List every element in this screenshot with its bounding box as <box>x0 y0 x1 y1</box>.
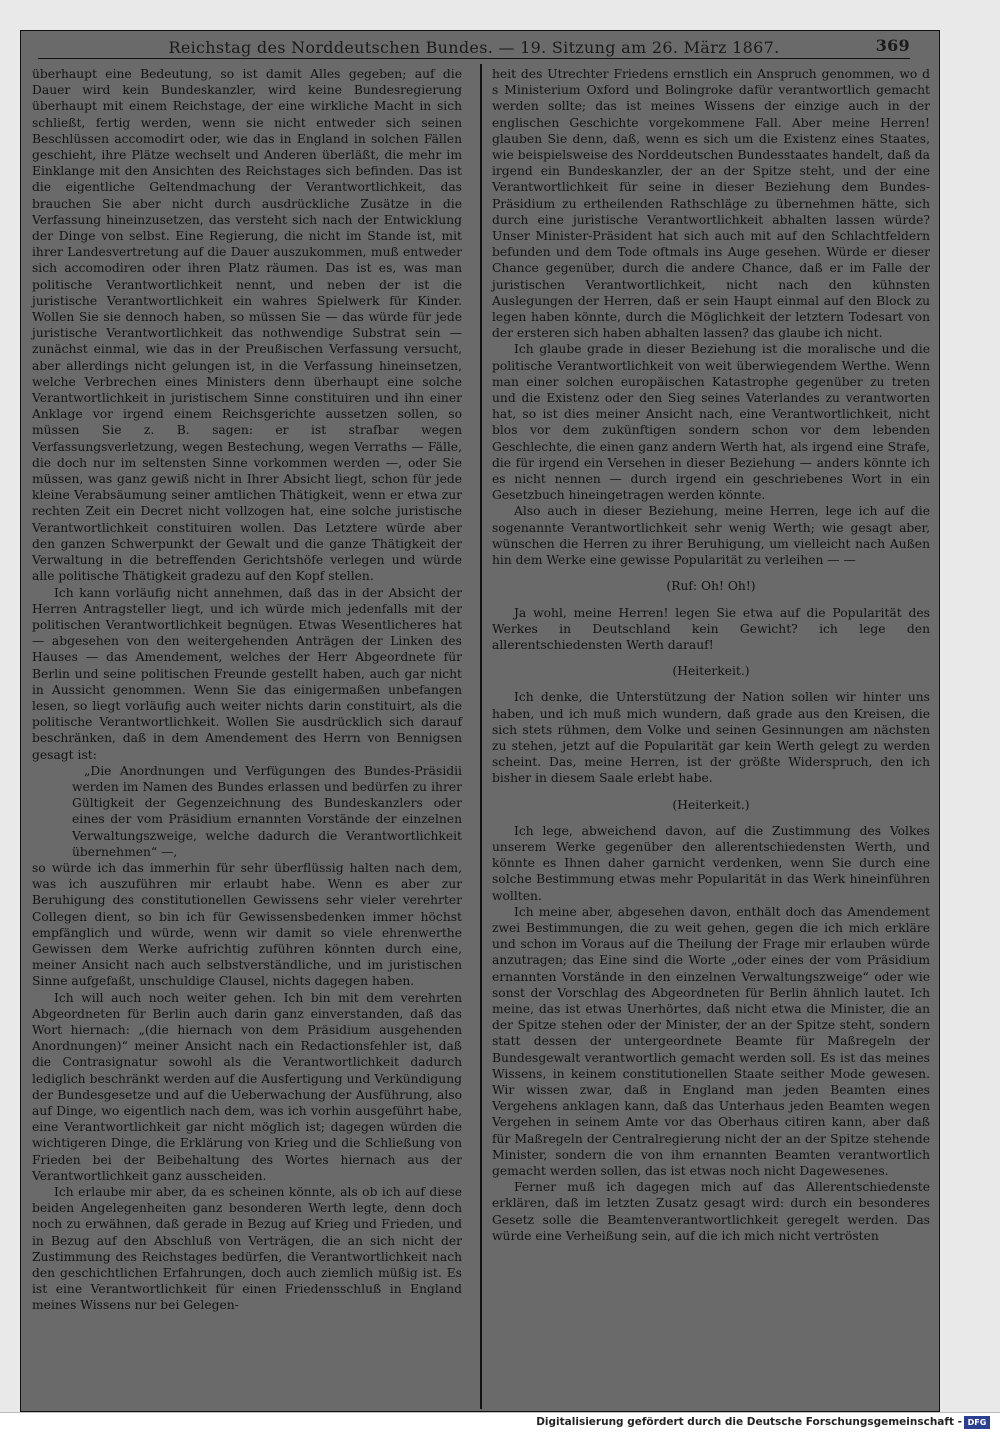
paragraph: Ich erlaube mir aber, da es scheinen könnte, als ob ich auf diese beiden Angelegenheiten ganz besonderen Werth legte, denn doch noch zu erwähnen, daß gerade in Bezug auf Krieg und Frieden, und in Bezug auf den Abschluß von Verträgen, die an sich nicht der Zustimmung des Reichstages bedürfen, die Verantwortlichkeit nach den geschichtlichen Erfahrungen, doch auch ziemlich müßig ist. Es ist eine Verantwortlichkeit für einen Friedensschluß in England meines Wissens nur bei Gelegen- <box>32 1185 462 1313</box>
paragraph: „Die Anordnungen und Verfügungen des Bundes-Präsidii werden im Namen des Bundes erlassen und bedürfen zu ihrer Gültigkeit der Gegenzeichnung des Bundeskanzlers oder eines der vom Präsidium ernannten Vorstände der einzelnen Verwaltungszweige, welche dadurch die Verantwortlichkeit übernehmen“ —, <box>72 763 462 859</box>
paragraph: Ich denke, die Unterstützung der Nation sollen wir hinter uns haben, und ich muß mich wundern, daß grade aus den Kreisen, die sich stets rühmen, dem Volke und seinen Gesinnungen am nächsten zu stehen, jetzt auf die Popularität gar kein Werth gelegt zu werden scheint. Das, meine Herren, ist der größte Widerspruch, den ich bisher in diesem Saale erlebt habe. <box>492 690 930 786</box>
paragraph: Ich kann vorläufig nicht annehmen, daß das in der Absicht der Herren Antragsteller liegt, und ich würde mich jedenfalls mit der politischen Verantwortlichkeit begnügen. Etwas Wesentlicheres hat — abgesehen von den weitergehenden Anträgen der Linken des Hauses — das Amendement, welches der Herr Abgeordnete für Berlin und seine politischen Freunde gestellt haben, auch gar nicht in Aussicht genommen. Wenn Sie das einigermaßen unbefangen lesen, so liegt vorläufig auch weiter nichts darin constituirt, als die politische Verantwortlichkeit. Wollen Sie ausdrücklich sich darauf beschränken, daß in dem Amendement des Herrn von Bennigsen gesagt ist: <box>32 585 462 762</box>
interjection: (Heiterkeit.) <box>672 664 750 679</box>
right-column <box>492 66 930 1244</box>
interjection: (Heiterkeit.) <box>672 797 750 812</box>
paragraph: Ich will auch noch weiter gehen. Ich bin mit dem verehrten Abgeordneten für Berlin auch darin ganz einverstanden, daß das Wort hiernach: „(die hiernach von dem Präsidium ausgehenden Anordnungen)“ meiner Ansicht nach ein Redactionsfehler ist, daß die Contrasignatur sowohl als die Verantwortlichkeit dadurch lediglich beschränkt werden auf die Ausfertigung und Verkündigung der Bundesgesetze und auf die Ueberwachung der Ausführung, also auf Dinge, wo eigentlich nach dem, was ich vorhin ausgeführt habe, eine Verantwortlichkeit gar nicht möglich ist; dagegen würden die wichtigeren Dinge, die Erklärung von Krieg und die Schließung von Frieden bei der Beibehaltung des Wortes hiernach aus der Verantwortlichkeit ganz ausscheiden. <box>32 990 462 1183</box>
paragraph: Ja wohl, meine Herren! legen Sie etwa auf die Popularität des Werkes in Deutschland kein Gewicht? ich lege den allerentschiedensten Werth darauf! <box>492 605 930 652</box>
running-title: Reichstag des Norddeutschen Bundes. — 19. Sitzung am 26. März 1867. <box>168 37 780 57</box>
footer-bar <box>0 1412 1000 1433</box>
paragraph: so würde ich das immerhin für sehr überflüssig halten nach dem, was ich auszuführen mir erlaubt habe. Wenn es aber zur Beruhigung des constitutionellen Gewissens sehr vieler verehrter Collegen dient, so bin ich für Gewissensbedenken immer höchst empfänglich und würde, wenn wir damit so viele ehrenwerthe Gewissen dem Werke aufrichtig zuführen könnten durch eine, meiner Ansicht nach auch selbstverständliche, und im juristischen Sinne aufgefaßt, unschuldige Clausel, nichts dagegen haben. <box>32 860 462 989</box>
page-number: 369 <box>875 36 910 55</box>
paragraph: heit des Utrechter Friedens ernstlich ein Anspruch genommen, wo d s Ministerium Oxford und Bolingroke dafür verantwortlich gemacht werden sollte; das ist meines Wissens der einzige auch in der englischen Geschichte vorgekommene Fall. Aber meine Herren! glauben Sie denn, daß, wenn es sich um die Existenz eines Staates, wie beispielsweise des Norddeutschen Bundesstaates handelt, daß da irgend ein Bundeskanzler, der an der Spitze steht, und der eine Verantwortlichkeit für seine in dieser Beziehung dem Bundes-Präsidium zu ertheilenden Rathschläge zu übernehmen hätte, sich durch eine juristische Verantwortlichkeit abhalten lassen würde? Unser Minister-Präsident hat sich auch mit auf den Schlachtfeldern befunden und dem Tode oftmals ins Auge gesehen. Würde er dieser Chance gegenüber, durch die andere Chance, daß er im Falle der juristischen Verantwortlichkeit, nicht nach den kühnsten Auslegungen der Herren, daß er sein Haupt einmal auf den Block zu legen haben könnte, durch die Möglichkeit der letztern Todesart von der ersteren sich haben abhalten lassen? das glaube ich nicht. <box>492 67 930 341</box>
paragraph: überhaupt eine Bedeutung, so ist damit Alles gegeben; auf die Dauer wird kein Bundeskanzler, wird keine Bundesregierung überhaupt mit einem Reichstage, der eine wirkliche Macht in sich schließt, fertig werden, wenn sie nicht entweder sich seinen Beschlüssen accomodirt oder, wie das in England in solchen Fällen geschieht, ihre Plätze wechselt und Anderen überläßt, die mehr im Einklange mit den Ansichten des Reichstages sich befinden. Das ist die eigentliche Geltendmachung der Verantwortlichkeit, das brauchen Sie aber nicht durch ausdrückliche Zusätze in die Verfassung hineinzusetzen, das versteht sich nach der Entwicklung der Dinge von selbst. Eine Regierung, die nicht im Stande ist, mit ihrer Landesvertretung auf die Dauer auszukommen, muß entweder sich accomodiren oder ihren Platz räumen. Das ist es, was man politische Verantwortlichkeit nennt, und neben der ist die juristische Verantwortlichkeit ein wahres Spielwerk für Kinder. Wollen Sie sie dennoch haben, so müssen Sie — das würde für jede juristische Verantwortlichkeit das nothwendige Substrat sein — zunächst einmal, wie das in der Preußischen Verfassung versucht, aber allerdings nicht gelungen ist, in die Verfassung hineinsetzen, welche Verbrechen eines Ministers denn überhaupt eine solche Verantwortlichkeit in juristischem Sinne constituiren und ihn einer Anklage vor irgend einem Reichsgerichte aussetzen sollen, so müssen Sie z. B. sagen: er ist strafbar wegen Verfassungsverletzung, wegen Bestechung, wegen Verraths — Fälle, die doch nur im seltensten Sinne vorkommen werden —, oder Sie müssen, was ganz gewiß nicht in Ihrer Absicht liegt, schon für jede kleine Verabsäumung seiner amtlichen Thätigkeit, wenn er etwa zur rechten Zeit ein Decret nicht vollzogen hat, eine solche juristische Verantwortlichkeit constituiren wollen. Das Letztere würde aber den ganzen Schwerpunkt der Gewalt und die ganze Thätigkeit der Verwaltung in die betreffenden Gerichtshöfe verlegen und würde alle politische Thätigkeit gradezu auf den Kopf stellen. <box>32 67 462 584</box>
paragraph: Ferner muß ich dagegen mich auf das Allerentschiedenste erklären, daß im letzten Zusatz gesagt wird: durch ein besonderes Gesetz solle die Beamtenverantwortlichkeit geregelt werden. Das würde eine Verheißung sein, auf die ich mich nicht vertrösten <box>492 1180 930 1243</box>
page-header <box>38 36 910 59</box>
left-column <box>32 66 462 1314</box>
paragraph: Ich meine aber, abgesehen davon, enthält doch das Amendement zwei Bestimmungen, die zu weit gehen, gegen die ich mich erkläre und schon im Voraus auf die Theilung der Frage mir erlauben würde anzutragen; das Eine sind die Worte „oder eines der vom Präsidium ernannten Vorstände in den einzelnen Verwaltungszweige“ oder wie sonst der Vorschlag des Abgeordneten für Berlin ähnlich lautet. Ich meine, das ist etwas Unerhörtes, daß nicht etwa die Minister, die an der Spitze stehen oder der Minister, der an der Spitze steht, sondern statt dessen der untergeordnete Beamte für Maßregeln der Bundesgewalt verantwortlich gemacht werden soll. Es ist das meines Wissens, in keinem constitutionellen Staate seither Mode gewesen. Wir wissen zwar, daß in England man jeden Beamten eines Vergehens anklagen kann, daß das Unterhaus jeden Beamten wegen Vergehen in seinem Amte vor das Oberhaus citiren kann, aber daß für Maßregeln der Centralregierung nicht der an der Spitze stehende Minister, sondern die von ihm ernannten Beamten verantwortlich gemacht werden sollen, das ist etwas noch nicht Dagewesenes. <box>492 904 930 1178</box>
paragraph: Ich lege, abweichend davon, auf die Zustimmung des Volkes unserem Werke gegenüber den allerentschiedensten Werth, und könnte es Ihnen daher garnicht verdenken, wenn Sie durch eine solche Bestimmung etwas mehr Popularität in das Werk hineinführen wollten. <box>492 823 930 903</box>
paragraph: Ich glaube grade in dieser Beziehung ist die moralische und die politische Verantwortlichkeit von weit überwiegendem Werthe. Wenn man einer solchen europäischen Katastrophe gegenüber zu treten und die Existenz oder den Sieg seines Vaterlandes zu verantworten hat, so ist dies meiner Ansicht nach, eine Verantwortlichkeit, nicht blos vor dem zukünftigen sondern schon vor dem lebenden Geschlechte, die einen ganz andern Werth hat, als irgend eine Strafe, die für irgend ein Versehen in dieser Beziehung — anders könnte ich es nicht nennen — durch irgend ein geschriebenes Wort in ein Gesetzbuch hineingetragen werden könnte. <box>492 342 930 503</box>
dfg-logo: DFG <box>964 1416 990 1429</box>
column-divider <box>480 64 482 1409</box>
interjection: (Ruf: Oh! Oh!) <box>666 579 756 594</box>
paragraph: Also auch in dieser Beziehung, meine Herren, lege ich auf die sogenannte Verantwortlichkeit sehr wenig Werth; wie gesagt aber, wünschen die Herren zu ihrer Beruhigung, um vielleicht nach Außen hin dem Werke eine gewisse Popularität zu verleihen — — <box>492 504 930 568</box>
funding-notice: Digitalisierung gefördert durch die Deutsche Forschungsgemeinschaft - <box>536 1416 962 1428</box>
